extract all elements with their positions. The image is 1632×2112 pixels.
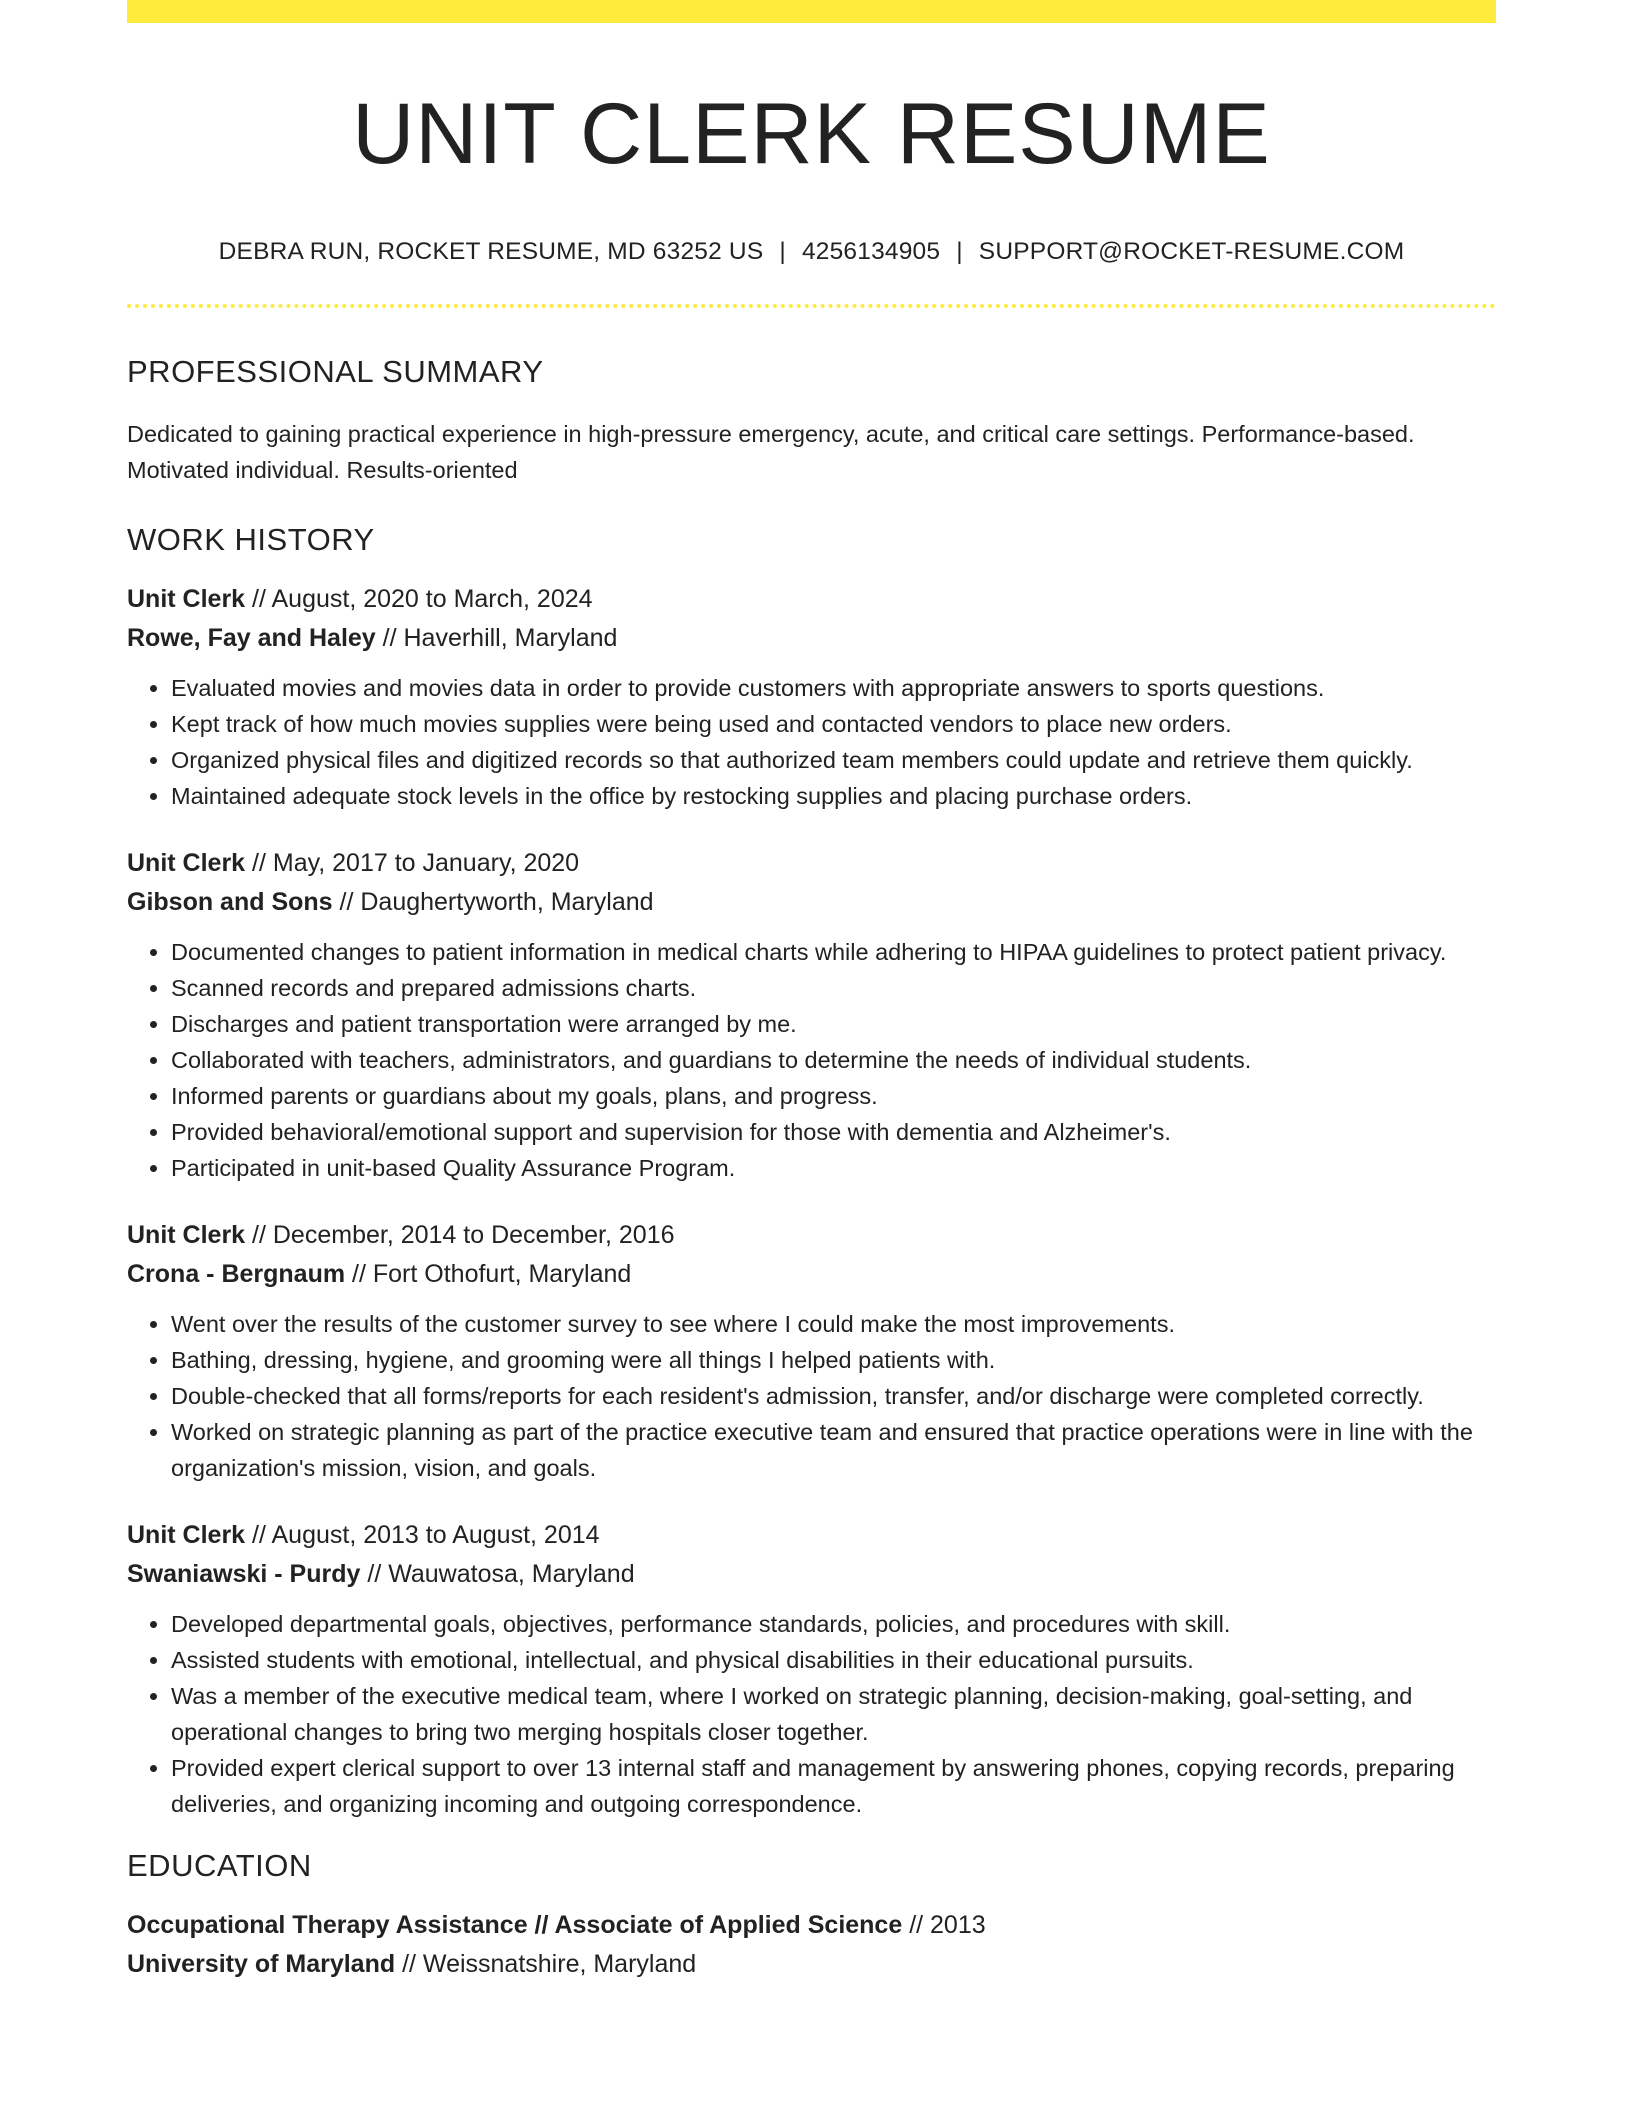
- job-company-line: [127, 619, 1496, 658]
- education-degree-line: [127, 1906, 1496, 1945]
- summary-heading: PROFESSIONAL SUMMARY: [127, 353, 544, 389]
- job-dates: // August, 2020 to March, 2024: [245, 584, 593, 613]
- job-dates: // May, 2017 to January, 2020: [245, 848, 580, 877]
- job-dates: // August, 2013 to August, 2014: [245, 1520, 600, 1549]
- summary-text: Dedicated to gaining practical experience in high-pressure emergency, acute, and critical care settings. Performance-based. Motivated individual. Results-oriented: [127, 420, 1415, 483]
- contact-line: [127, 238, 1496, 266]
- job-bullet: • Participated in unit-based Quality Assurance Program.: [171, 1150, 1496, 1186]
- job-entry: [127, 580, 1496, 814]
- job-location: // Daughertyworth, Maryland: [332, 887, 654, 916]
- job-bullet: • Scanned records and prepared admissions charts.: [171, 970, 1496, 1006]
- job-bullet: • Was a member of the executive medical team, where I worked on strategic planning, decision-making, goal-setting, and operational changes to bring two merging hospitals closer together.: [171, 1678, 1496, 1750]
- job-company: Gibson and Sons: [127, 887, 333, 916]
- job-title: Unit Clerk: [127, 1220, 246, 1249]
- job-bullet: • Maintained adequate stock levels in the office by restocking supplies and placing purchase orders.: [171, 778, 1496, 814]
- work-history-heading: WORK HISTORY: [127, 521, 375, 557]
- job-location: // Wauwatosa, Maryland: [360, 1559, 635, 1588]
- top-accent-bar: [127, 0, 1496, 23]
- job-dates: // December, 2014 to December, 2016: [245, 1220, 675, 1249]
- education-degree: Occupational Therapy Assistance // Associate of Applied Science: [127, 1910, 903, 1939]
- job-entry: [127, 1516, 1496, 1822]
- contact-phone: 4256134905: [801, 237, 941, 265]
- job-location: // Fort Othofurt, Maryland: [345, 1259, 632, 1288]
- job-bullet: • Provided expert clerical support to over 13 internal staff and management by answering phones, copying records, preparing deliveries, and organizing incoming and outgoing correspondence.: [171, 1750, 1496, 1822]
- resume-title: UNIT CLERK RESUME: [352, 86, 1271, 182]
- job-bullets: [127, 670, 1496, 814]
- education-heading: EDUCATION: [127, 1847, 312, 1883]
- job-bullets: [127, 1306, 1496, 1486]
- resume-page: [127, 0, 1496, 1984]
- job-bullet: • Evaluated movies and movies data in order to provide customers with appropriate answers to sports questions.: [171, 670, 1496, 706]
- job-bullet: • Documented changes to patient information in medical charts while adhering to HIPAA guidelines to protect patient privacy.: [171, 934, 1496, 970]
- job-bullets: [127, 934, 1496, 1186]
- job-bullet: • Developed departmental goals, objectives, performance standards, policies, and procedures with skill.: [171, 1606, 1496, 1642]
- job-bullet: • Informed parents or guardians about my goals, plans, and progress.: [171, 1078, 1496, 1114]
- job-bullet: • Bathing, dressing, hygiene, and grooming were all things I helped patients with.: [171, 1342, 1496, 1378]
- job-company: Rowe, Fay and Haley: [127, 623, 376, 652]
- education-school-line: [127, 1945, 1496, 1984]
- job-title-line: [127, 580, 1496, 619]
- job-company: Crona - Bergnaum: [127, 1259, 346, 1288]
- job-company-line: [127, 1555, 1496, 1594]
- education-entry: [127, 1906, 1496, 1984]
- job-title: Unit Clerk: [127, 1520, 246, 1549]
- job-company: Swaniawski - Purdy: [127, 1559, 361, 1588]
- job-title-line: [127, 1216, 1496, 1255]
- job-title: Unit Clerk: [127, 848, 246, 877]
- contact-email[interactable]: SUPPORT@ROCKET-RESUME.COM: [978, 237, 1405, 265]
- job-location: // Haverhill, Maryland: [375, 623, 618, 652]
- job-title-line: [127, 844, 1496, 883]
- contact-separator: |: [779, 237, 786, 265]
- job-bullet: • Double-checked that all forms/reports for each resident's admission, transfer, and/or discharge were completed correctly.: [171, 1378, 1496, 1414]
- job-bullet: • Discharges and patient transportation were arranged by me.: [171, 1006, 1496, 1042]
- education-school: University of Maryland: [127, 1949, 396, 1978]
- job-title-line: [127, 1516, 1496, 1555]
- contact-address: DEBRA RUN, ROCKET RESUME, MD 63252 US: [218, 237, 764, 265]
- job-bullets: [127, 1606, 1496, 1822]
- job-bullet: • Worked on strategic planning as part of the practice executive team and ensured that practice operations were in line with the organization's mission, vision, and goals.: [171, 1414, 1496, 1486]
- job-company-line: [127, 883, 1496, 922]
- contact-separator: |: [956, 237, 963, 265]
- job-bullet: • Kept track of how much movies supplies were being used and contacted vendors to place new orders.: [171, 706, 1496, 742]
- dotted-divider: [127, 304, 1496, 308]
- education-year: // 2013: [902, 1910, 986, 1939]
- education-location: // Weissnatshire, Maryland: [395, 1949, 697, 1978]
- job-bullet: • Collaborated with teachers, administrators, and guardians to determine the needs of individual students.: [171, 1042, 1496, 1078]
- job-bullet: • Organized physical files and digitized records so that authorized team members could update and retrieve them quickly.: [171, 742, 1496, 778]
- job-company-line: [127, 1255, 1496, 1294]
- job-entry: [127, 844, 1496, 1186]
- job-bullet: • Went over the results of the customer survey to see where I could make the most improvements.: [171, 1306, 1496, 1342]
- job-title: Unit Clerk: [127, 584, 246, 613]
- job-entry: [127, 1216, 1496, 1486]
- job-bullet: • Assisted students with emotional, intellectual, and physical disabilities in their educational pursuits.: [171, 1642, 1496, 1678]
- job-bullet: • Provided behavioral/emotional support and supervision for those with dementia and Alzheimer's.: [171, 1114, 1496, 1150]
